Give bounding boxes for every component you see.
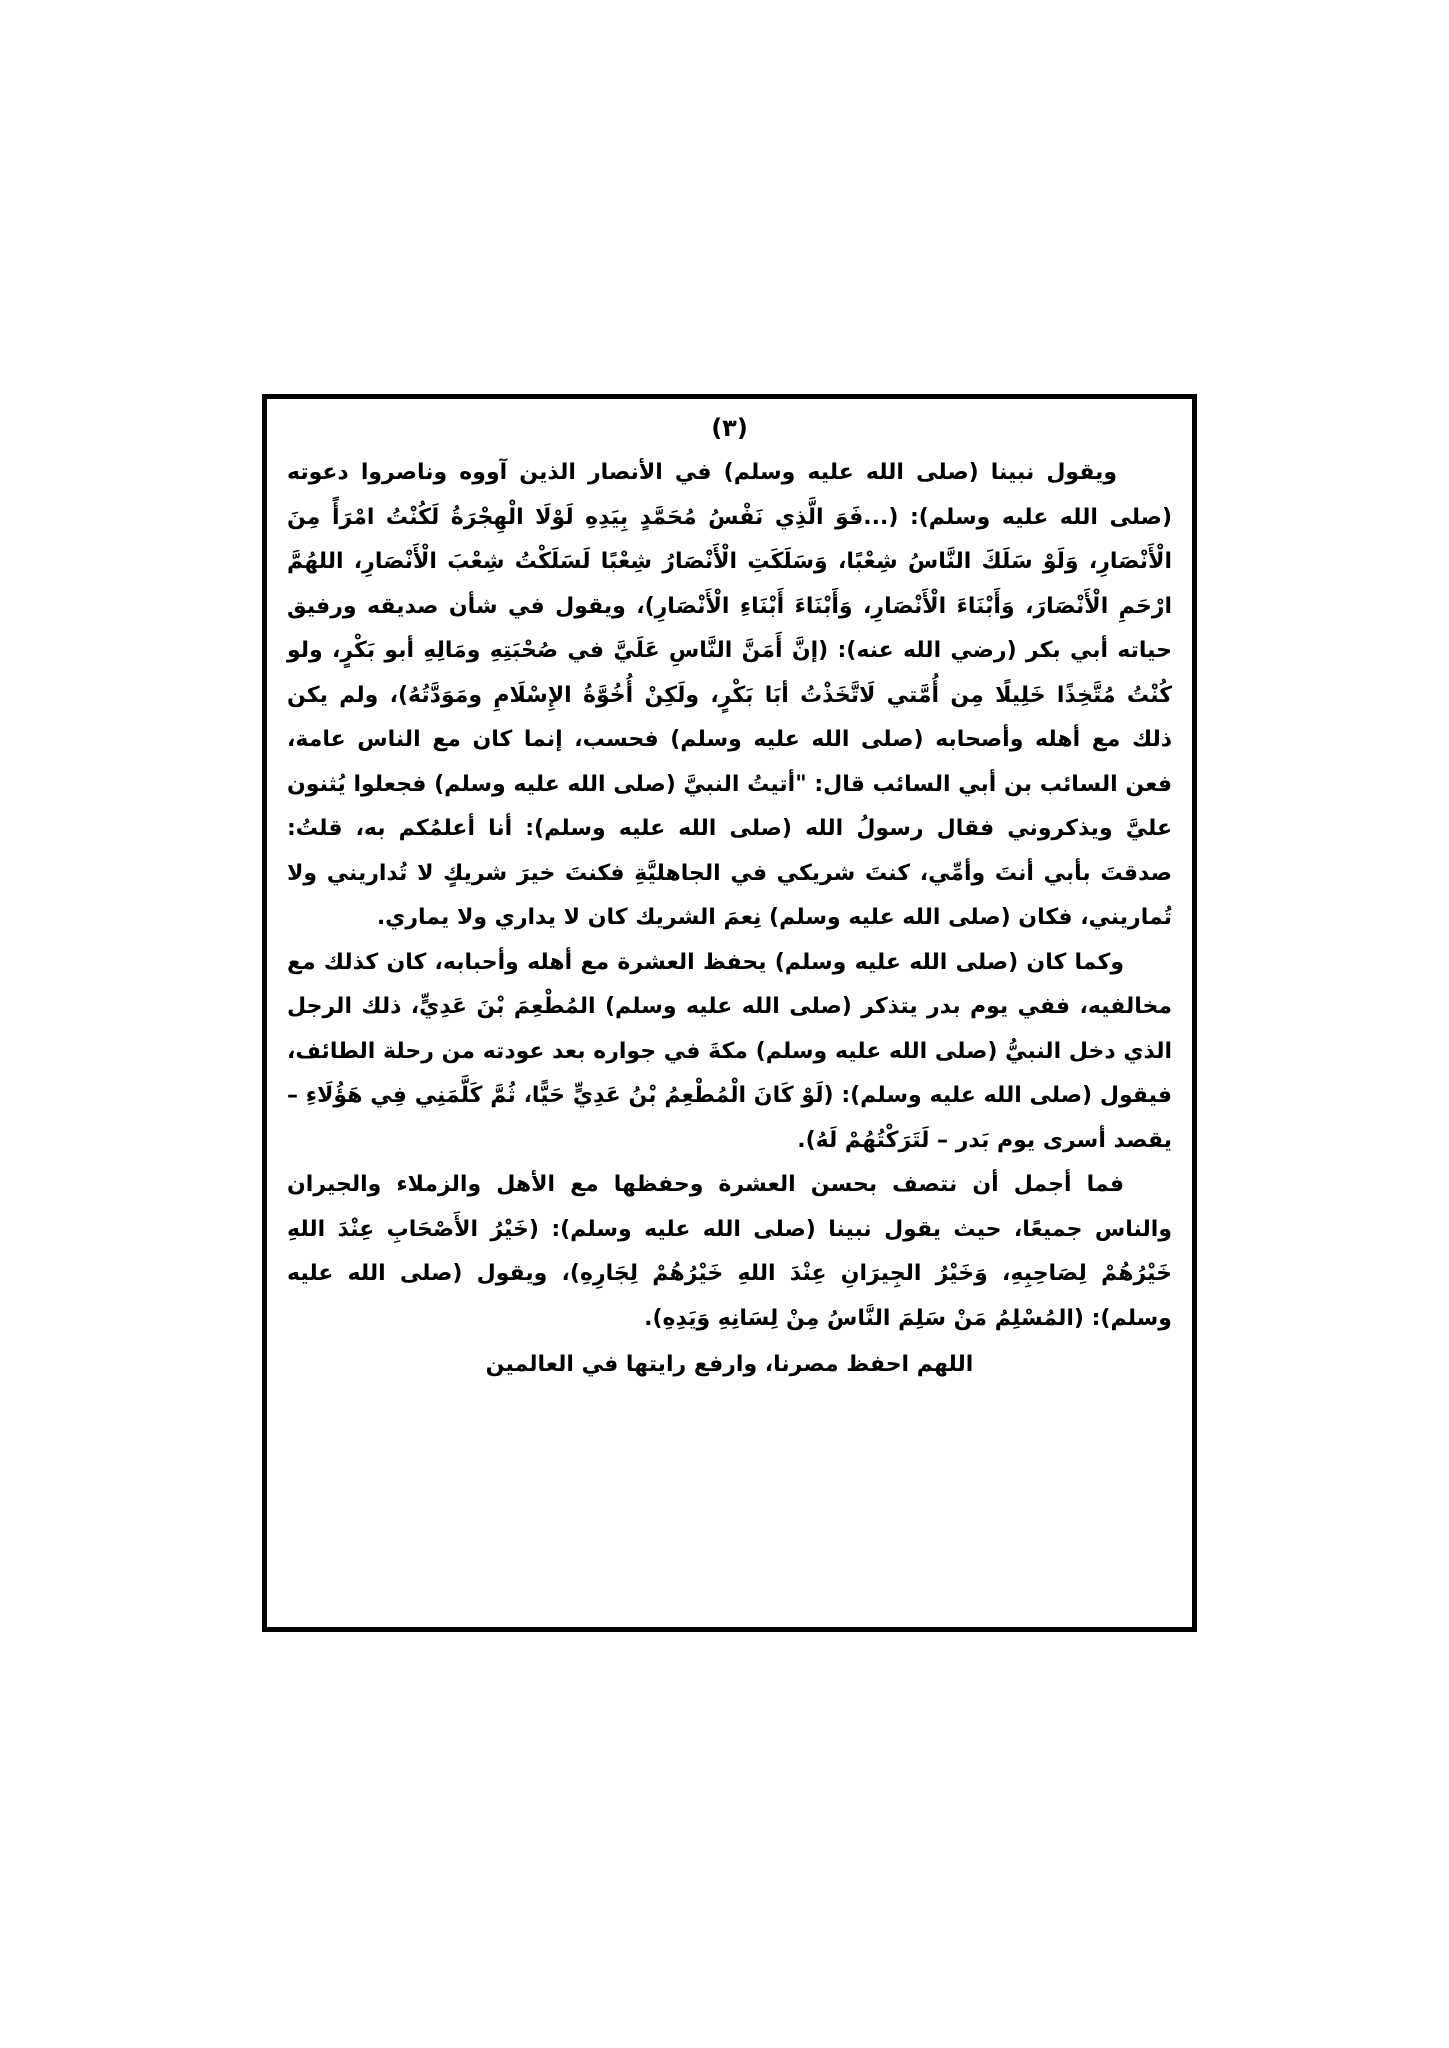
page-border-frame: [262, 394, 1197, 1632]
paragraph-mutim-ibn-adi: وكما كان (صلى الله عليه وسلم) يحفظ العشرة مع أهله وأحبابه، كان كذلك مع مخالفيه، ففي يوم بدر يتذكر (صلى الله عليه وسلم) المُطْعِمَ بْنَ عَدِيٍّ، ذلك الرجل الذي دخل النبيُّ (صلى الله عليه وسلم) مكةَ في جواره بعد عودته من رحلة الطائف، فيقول (صلى الله عليه وسلم): (لَوْ كَانَ الْمُطْعِمُ بْنُ عَدِيٍّ حَيًّا، ثُمَّ كَلَّمَنِي فِي هَؤُلَاءِ – يقصد أسرى يوم بَدر – لَتَرَكْتُهُمْ لَهُ).: [287, 949, 1172, 1153]
closing-prayer: اللهم احفظ مصرنا، وارفع رايتها في العالمين: [485, 1352, 974, 1377]
sermon-text-body: [287, 451, 1172, 1388]
page-number: (٣): [711, 414, 748, 442]
paragraph-ansar-and-abu-bakr: ويقول نبينا (صلى الله عليه وسلم) في الأنصار الذين آووه وناصروا دعوته (صلى الله عليه وسلم): (...فَوَ الَّذِي نَفْسُ مُحَمَّدٍ بِيَدِهِ لَوْلَا الْهِجْرَةُ لَكُنْتُ امْرَأً مِنَ الْأَنْصَارِ، وَلَوْ سَلَكَ النَّاسُ شِعْبًا، وَسَلَكَتِ الْأَنْصَارُ شِعْبًا لَسَلَكْتُ شِعْبَ الْأَنْصَارِ، اللهُمَّ ارْحَمِ الْأَنْصَارَ، وَأَبْنَاءَ الْأَنْصَارِ، وَأَبْنَاءَ أَبْنَاءِ الْأَنْصَارِ)، ويقول في شأن صديقه ورفيق حياته أبي بكر (رضي الله عنه): (إنَّ أَمَنَّ النَّاسِ عَلَيَّ في صُحْبَتِهِ ومَالِهِ أبو بَكْرٍ، ولو كُنْتُ مُتَّخِذًا خَلِيلًا مِن أُمَّتي لَاتَّخَذْتُ أبَا بَكْرٍ، ولَكِنْ أُخُوَّةُ الإِسْلَامِ ومَوَدَّتُهُ)، ولم يكن ذلك مع أهله وأصحابه (صلى الله عليه وسلم) فحسب، إنما كان مع الناس عامة، فعن السائب بن أبي السائب قال: "أتيتُ النبيَّ (صلى الله عليه وسلم) فجعلوا يُثنون عليَّ ويذكروني فقال رسولُ الله (صلى الله عليه وسلم): أنا أعلمُكم به، قلتُ: صدقتَ بأبي أنتَ وأمِّي، كنتَ شريكي في الجاهليَّةِ فكنتَ خيرَ شريكٍ لا تُداريني ولا تُماريني، فكان (صلى الله عليه وسلم) نِعمَ الشريك كان لا يداري ولا يماري.: [287, 460, 1172, 930]
paragraph-good-companionship: فما أجمل أن نتصف بحسن العشرة وحفظها مع الأهل والزملاء والجيران والناس جميعًا، حيث يقول نبينا (صلى الله عليه وسلم): (خَيْرُ الأَصْحَابِ عِنْدَ اللهِ خَيْرُهُمْ لِصَاحِبِهِ، وَخَيْرُ الجِيرَانِ عِنْدَ اللهِ خَيْرُهُمْ لِجَارِهِ)، ويقول (صلى الله عليه وسلم): (المُسْلِمُ مَنْ سَلِمَ النَّاسُ مِنْ لِسَانِهِ وَيَدِهِ).: [287, 1172, 1172, 1331]
